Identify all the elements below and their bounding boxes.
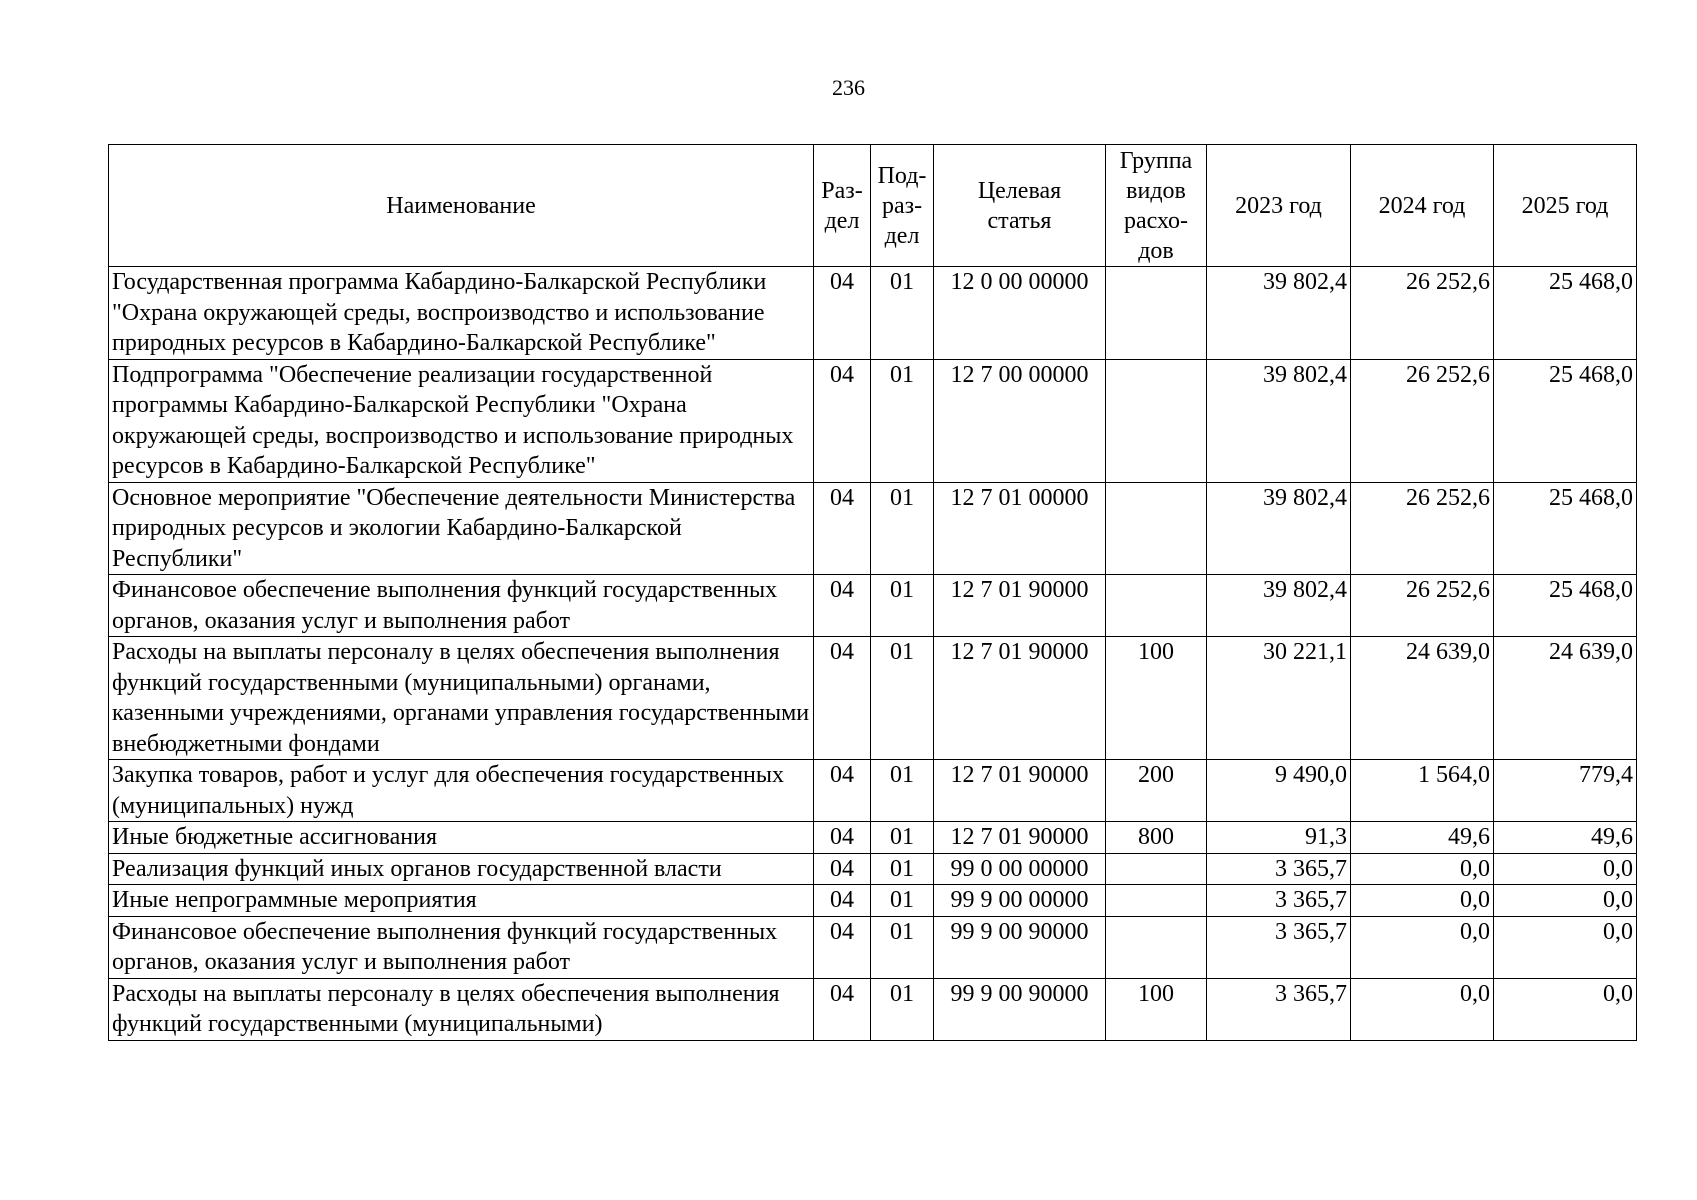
cell-celevaya: 12 7 01 90000 bbox=[934, 822, 1106, 854]
cell-2025: 0,0 bbox=[1494, 853, 1637, 885]
cell-2023: 91,3 bbox=[1207, 822, 1351, 854]
cell-razdel: 04 bbox=[814, 637, 871, 760]
cell-name: Иные бюджетные ассигнования bbox=[109, 822, 814, 854]
header-celevaya bbox=[934, 145, 1106, 267]
header-podrazdel-label: Под- раз- дел bbox=[877, 162, 927, 249]
cell-2025: 779,4 bbox=[1494, 760, 1637, 822]
cell-2024: 0,0 bbox=[1351, 885, 1494, 917]
cell-2023: 3 365,7 bbox=[1207, 885, 1351, 917]
cell-name: Расходы на выплаты персоналу в целях обеспечения выполнения функций государственными (муниципальными) органами, казенными учреждениями, органами управления государственными внебюджетными фондами bbox=[109, 637, 814, 760]
cell-2023: 39 802,4 bbox=[1207, 482, 1351, 575]
cell-celevaya: 99 9 00 00000 bbox=[934, 885, 1106, 917]
header-2023-label: 2023 год bbox=[1235, 192, 1322, 219]
cell-gruppa bbox=[1106, 575, 1207, 637]
cell-celevaya: 99 9 00 90000 bbox=[934, 916, 1106, 978]
cell-razdel: 04 bbox=[814, 885, 871, 917]
header-name bbox=[109, 145, 814, 267]
budget-table bbox=[108, 144, 1637, 1041]
page-number: 236 bbox=[832, 75, 865, 100]
cell-gruppa: 100 bbox=[1106, 637, 1207, 760]
header-podrazdel bbox=[871, 145, 934, 267]
header-2023 bbox=[1207, 145, 1351, 267]
table-row bbox=[109, 916, 1637, 978]
cell-name: Основное мероприятие "Обеспечение деятельности Министерства природных ресурсов и экологии Кабардино-Балкарской Республики" bbox=[109, 482, 814, 575]
cell-2023: 30 221,1 bbox=[1207, 637, 1351, 760]
cell-2025: 0,0 bbox=[1494, 978, 1637, 1040]
cell-celevaya: 12 7 01 90000 bbox=[934, 575, 1106, 637]
header-2025-label: 2025 год bbox=[1521, 192, 1609, 219]
cell-name: Реализация функций иных органов государственной власти bbox=[109, 853, 814, 885]
cell-celevaya: 12 7 01 90000 bbox=[934, 637, 1106, 760]
header-gruppa-label: Группа видов расхо- дов bbox=[1119, 147, 1193, 264]
cell-2023: 3 365,7 bbox=[1207, 853, 1351, 885]
cell-razdel: 04 bbox=[814, 853, 871, 885]
cell-gruppa bbox=[1106, 885, 1207, 917]
table-row bbox=[109, 267, 1637, 360]
cell-razdel: 04 bbox=[814, 267, 871, 360]
cell-razdel: 04 bbox=[814, 575, 871, 637]
cell-gruppa bbox=[1106, 359, 1207, 482]
table-row bbox=[109, 853, 1637, 885]
cell-celevaya: 12 0 00 00000 bbox=[934, 267, 1106, 360]
cell-2025: 24 639,0 bbox=[1494, 637, 1637, 760]
cell-razdel: 04 bbox=[814, 916, 871, 978]
table-row bbox=[109, 822, 1637, 854]
cell-podrazdel: 01 bbox=[871, 482, 934, 575]
cell-name: Финансовое обеспечение выполнения функций государственных органов, оказания услуг и выполнения работ bbox=[109, 575, 814, 637]
cell-gruppa: 200 bbox=[1106, 760, 1207, 822]
cell-razdel: 04 bbox=[814, 482, 871, 575]
cell-podrazdel: 01 bbox=[871, 822, 934, 854]
table-row bbox=[109, 978, 1637, 1040]
cell-podrazdel: 01 bbox=[871, 760, 934, 822]
cell-celevaya: 99 9 00 90000 bbox=[934, 978, 1106, 1040]
header-razdel bbox=[814, 145, 871, 267]
header-2025 bbox=[1494, 145, 1637, 267]
cell-celevaya: 12 7 01 90000 bbox=[934, 760, 1106, 822]
cell-podrazdel: 01 bbox=[871, 267, 934, 360]
cell-celevaya: 99 0 00 00000 bbox=[934, 853, 1106, 885]
cell-2024: 26 252,6 bbox=[1351, 359, 1494, 482]
cell-gruppa: 100 bbox=[1106, 978, 1207, 1040]
header-2024-label: 2024 год bbox=[1378, 192, 1466, 219]
cell-gruppa bbox=[1106, 482, 1207, 575]
cell-name: Государственная программа Кабардино-Балкарской Республики "Охрана окружающей среды, воспроизводство и использование природных ресурсов в Кабардино-Балкарской Республике" bbox=[109, 267, 814, 360]
header-celevaya-label: Целевая статья bbox=[977, 177, 1062, 234]
cell-2023: 9 490,0 bbox=[1207, 760, 1351, 822]
cell-2024: 1 564,0 bbox=[1351, 760, 1494, 822]
cell-gruppa bbox=[1106, 916, 1207, 978]
cell-2024: 0,0 bbox=[1351, 916, 1494, 978]
cell-gruppa bbox=[1106, 853, 1207, 885]
table-row bbox=[109, 575, 1637, 637]
cell-podrazdel: 01 bbox=[871, 978, 934, 1040]
header-2024 bbox=[1351, 145, 1494, 267]
cell-podrazdel: 01 bbox=[871, 853, 934, 885]
cell-gruppa: 800 bbox=[1106, 822, 1207, 854]
header-name-label: Наименование bbox=[386, 192, 536, 219]
cell-2024: 0,0 bbox=[1351, 978, 1494, 1040]
cell-2023: 3 365,7 bbox=[1207, 916, 1351, 978]
cell-podrazdel: 01 bbox=[871, 359, 934, 482]
cell-2023: 39 802,4 bbox=[1207, 359, 1351, 482]
cell-name: Подпрограмма "Обеспечение реализации государственной программы Кабардино-Балкарской Республики "Охрана окружающей среды, воспроизводство и использование природных ресурсов в Кабардино-Балкарской Республике" bbox=[109, 359, 814, 482]
cell-2025: 25 468,0 bbox=[1494, 482, 1637, 575]
table-row bbox=[109, 637, 1637, 760]
cell-podrazdel: 01 bbox=[871, 575, 934, 637]
cell-2025: 25 468,0 bbox=[1494, 267, 1637, 360]
cell-razdel: 04 bbox=[814, 359, 871, 482]
table-header-row bbox=[109, 145, 1637, 267]
cell-2024: 24 639,0 bbox=[1351, 637, 1494, 760]
cell-2025: 0,0 bbox=[1494, 885, 1637, 917]
cell-2025: 25 468,0 bbox=[1494, 575, 1637, 637]
cell-2024: 0,0 bbox=[1351, 853, 1494, 885]
cell-name: Расходы на выплаты персоналу в целях обеспечения выполнения функций государственными (муниципальными) bbox=[109, 978, 814, 1040]
cell-name: Иные непрограммные мероприятия bbox=[109, 885, 814, 917]
cell-2024: 26 252,6 bbox=[1351, 267, 1494, 360]
cell-razdel: 04 bbox=[814, 760, 871, 822]
table-row bbox=[109, 885, 1637, 917]
header-gruppa bbox=[1106, 145, 1207, 267]
cell-podrazdel: 01 bbox=[871, 916, 934, 978]
cell-name: Закупка товаров, работ и услуг для обеспечения государственных (муниципальных) нужд bbox=[109, 760, 814, 822]
cell-2024: 26 252,6 bbox=[1351, 575, 1494, 637]
cell-gruppa bbox=[1106, 267, 1207, 360]
cell-2023: 39 802,4 bbox=[1207, 267, 1351, 360]
table-row bbox=[109, 760, 1637, 822]
table-body bbox=[109, 267, 1637, 1041]
cell-podrazdel: 01 bbox=[871, 637, 934, 760]
cell-razdel: 04 bbox=[814, 822, 871, 854]
cell-2025: 25 468,0 bbox=[1494, 359, 1637, 482]
cell-2023: 3 365,7 bbox=[1207, 978, 1351, 1040]
cell-celevaya: 12 7 00 00000 bbox=[934, 359, 1106, 482]
cell-razdel: 04 bbox=[814, 978, 871, 1040]
table-row bbox=[109, 482, 1637, 575]
cell-2025: 49,6 bbox=[1494, 822, 1637, 854]
cell-2025: 0,0 bbox=[1494, 916, 1637, 978]
cell-2024: 49,6 bbox=[1351, 822, 1494, 854]
table-row bbox=[109, 359, 1637, 482]
cell-podrazdel: 01 bbox=[871, 885, 934, 917]
cell-2023: 39 802,4 bbox=[1207, 575, 1351, 637]
cell-name: Финансовое обеспечение выполнения функций государственных органов, оказания услуг и выполнения работ bbox=[109, 916, 814, 978]
cell-celevaya: 12 7 01 00000 bbox=[934, 482, 1106, 575]
cell-2024: 26 252,6 bbox=[1351, 482, 1494, 575]
header-razdel-label: Раз- дел bbox=[821, 177, 863, 234]
